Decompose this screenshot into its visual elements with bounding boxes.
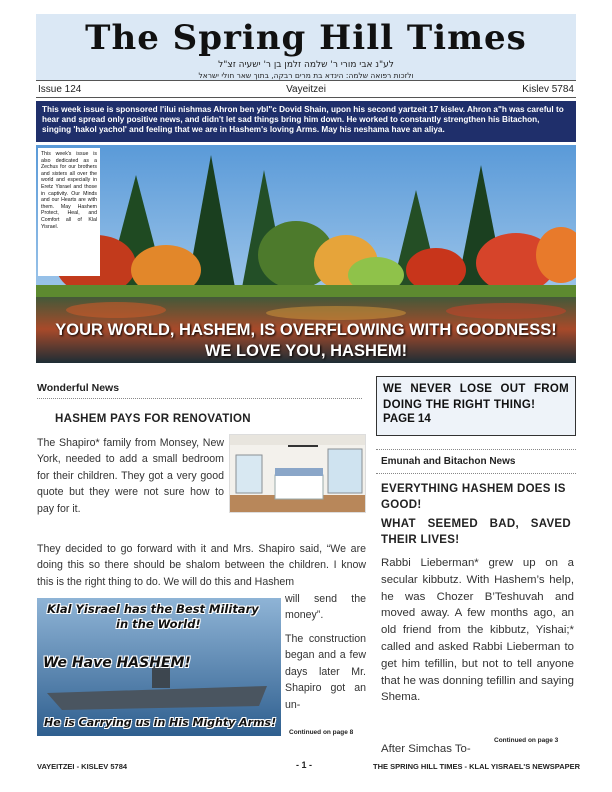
section-heading-emunah: Emunah and Bitachon News xyxy=(381,456,516,467)
bedroom-photo xyxy=(229,434,366,513)
dedication-box: This week's issue is also dedicated as a Zechus for our brothers and sisters all over the world and especially in Eretz Yisrael and those in captivity. Our Minds and our Hearts are with them. May Hashem Protect, Heal, and Comfort all of Klal Yisrael. xyxy=(38,148,100,276)
article-headline-emunah: EVERYTHING HASHEM DOES IS GOOD! xyxy=(381,483,566,511)
article-subheadline: WHAT SEEMED BAD, SAVED THEIR LIVES! xyxy=(381,518,571,546)
hebrew-dedication-line2: ולזכות רפואה שלמה: הינדא בת מרים רבקה, בתוך שאר חולי ישראל xyxy=(198,71,414,80)
article-paragraph-r2: After Simchas To- xyxy=(381,743,471,755)
callout-headline: WE NEVER LOSE OUT FROM DOING THE RIGHT THING! xyxy=(383,383,569,411)
hero-caption-line1: YOUR WORLD, HASHEM, IS OVERFLOWING WITH GOODNESS! xyxy=(55,321,557,339)
hero-image xyxy=(36,145,576,363)
section-divider xyxy=(376,473,576,474)
parsha-name: Vayeitzei xyxy=(286,84,326,95)
footer-left: VAYEITZEI - KISLEV 5784 xyxy=(37,762,128,771)
callout-box xyxy=(376,376,576,436)
callout-page-ref: PAGE 14 xyxy=(383,413,431,425)
continued-note-left: Continued on page 8 xyxy=(289,729,354,736)
military-line1: Klal Yisrael has the Best Military xyxy=(47,602,259,616)
article-paragraph-1: The Shapiro* family from Monsey, New York, needed to add a small bedroom for their children. They got a very good quote but they were not sure how to pay for it. xyxy=(37,437,224,515)
masthead xyxy=(36,14,576,80)
page-number: - 1 - xyxy=(296,760,313,770)
hero-caption xyxy=(36,320,576,362)
hebrew-dedication-line1: לע"נ אבי מורי ר' שלמה זלמן בן ר' ישעיה זצ"ל xyxy=(218,60,394,70)
military-graphic xyxy=(37,598,281,736)
hebrew-date: Kislev 5784 xyxy=(522,84,574,95)
military-line4: He is Carrying us in His Mighty Arms! xyxy=(44,716,277,729)
military-line3: We Have HASHEM! xyxy=(43,655,191,671)
article-paragraph-3: The construction began and a few days later Mr. Shapiro got an un- xyxy=(285,633,366,711)
hero-caption-line2: WE LOVE YOU, HASHEM! xyxy=(204,342,408,360)
article-paragraph-2: They decided to go forward with it and Mrs. Shapiro said, “We are doing this so there should be shalom between the children. I know this is the right thing to do. We will do this and Hashem xyxy=(37,543,366,588)
newspaper-title: The Spring Hill Times xyxy=(85,18,527,58)
article-paragraph-2-tail: will send the money”. xyxy=(285,593,366,622)
section-heading-wonderful-news: Wonderful News xyxy=(37,382,120,394)
issue-number: Issue 124 xyxy=(38,84,82,95)
article-paragraph-r1: Rabbi Lieberman* grew up on a secular kibbutz. With Hashem’s help, he was Chozer B’Teshuvah and moved away. A few months ago, an old friend from the kibbutz, Yishai;* called and asked Rabbi Lieberman to get him tefillin, but not to tell anyone that he was donning tefillin and saying Shema. xyxy=(381,557,574,704)
military-line2: in the World! xyxy=(116,617,201,631)
sponsor-banner: This week issue is sponsored l'ilui nishmas Ahron ben ybl"c Dovid Shain, upon his second yartzeit 17 kislev. Ahron a"h was careful to hear and spread only positive news, and didn't let sad things bring him down. He worked to constantly strengthen his Bitachon, singing 'hakol yachol' and feeling that we are in Hashem's loving Arms. May his neshama have an aliya. xyxy=(36,101,576,142)
article-headline-renovation: HASHEM PAYS FOR RENOVATION xyxy=(55,413,251,425)
issue-bar xyxy=(36,80,576,98)
continued-note-right: Continued on page 3 xyxy=(494,737,559,744)
footer-right: THE SPRING HILL TIMES - KLAL YISRAEL'S NEWSPAPER xyxy=(373,762,581,771)
section-divider xyxy=(376,449,576,450)
section-divider xyxy=(37,398,362,399)
